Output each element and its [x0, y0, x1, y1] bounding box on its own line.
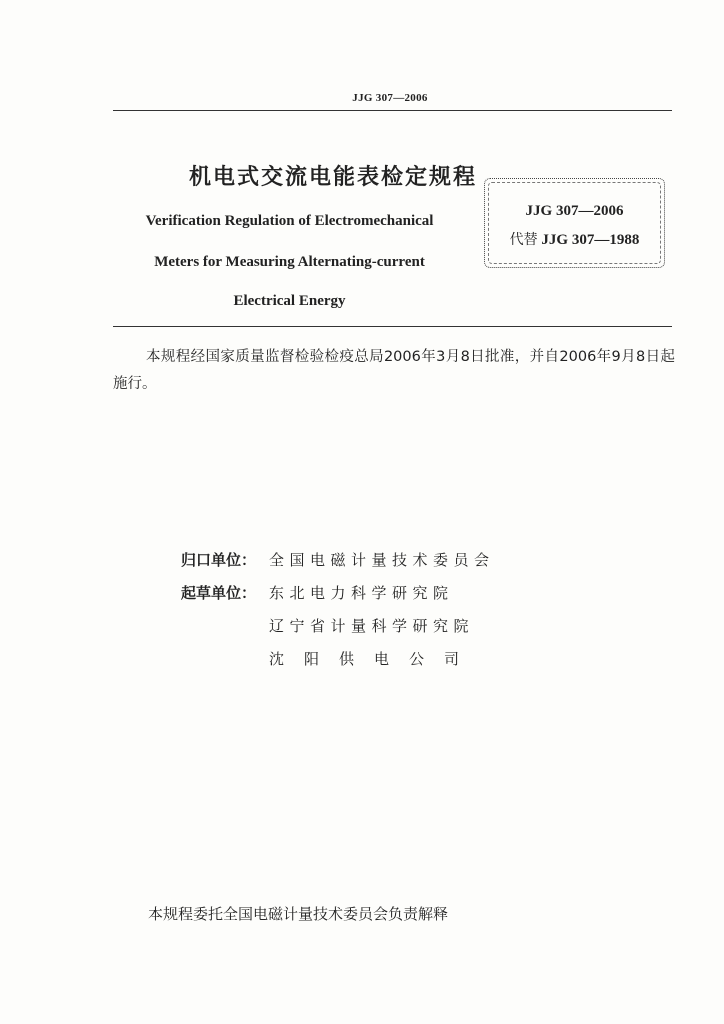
replaces-label: 代替: [509, 232, 538, 248]
header-rule: [113, 110, 672, 111]
header-standard-code: JJG 307—2006: [352, 92, 428, 104]
title-english-line-2: Meters for Measuring Alternating-current: [154, 254, 425, 270]
responsible-unit-value: 全国电磁计量技术委员会: [269, 551, 495, 569]
drafting-unit-value-2: 辽宁省计量科学研究院: [269, 617, 475, 635]
approval-paragraph: 本规程经国家质量监督检验检疫总局2006年3月8日批准，并自2006年9月8日起施行。: [113, 349, 675, 392]
drafting-unit-value-3: 沈阳供电公司: [269, 650, 480, 668]
replacement-info-box: [484, 178, 665, 268]
title-english-line-3: Electrical Energy: [233, 293, 346, 309]
drafting-unit-label: 起草单位：: [181, 584, 257, 602]
replaces-line: [485, 229, 664, 249]
interpretation-note: 本规程委托全国电磁计量技术委员会负责解释: [148, 905, 449, 923]
responsible-unit-label: 归口单位：: [181, 551, 257, 569]
title-english-line-1: Verification Regulation of Electromechanical: [145, 213, 434, 229]
section-rule: [113, 326, 672, 327]
drafting-unit-value-1: 东北电力科学研究院: [269, 584, 454, 602]
title-chinese: 机电式交流电能表检定规程: [188, 165, 477, 190]
replaces-code: JJG 307—1988: [541, 232, 640, 248]
standard-code: JJG 307—2006: [525, 203, 624, 219]
